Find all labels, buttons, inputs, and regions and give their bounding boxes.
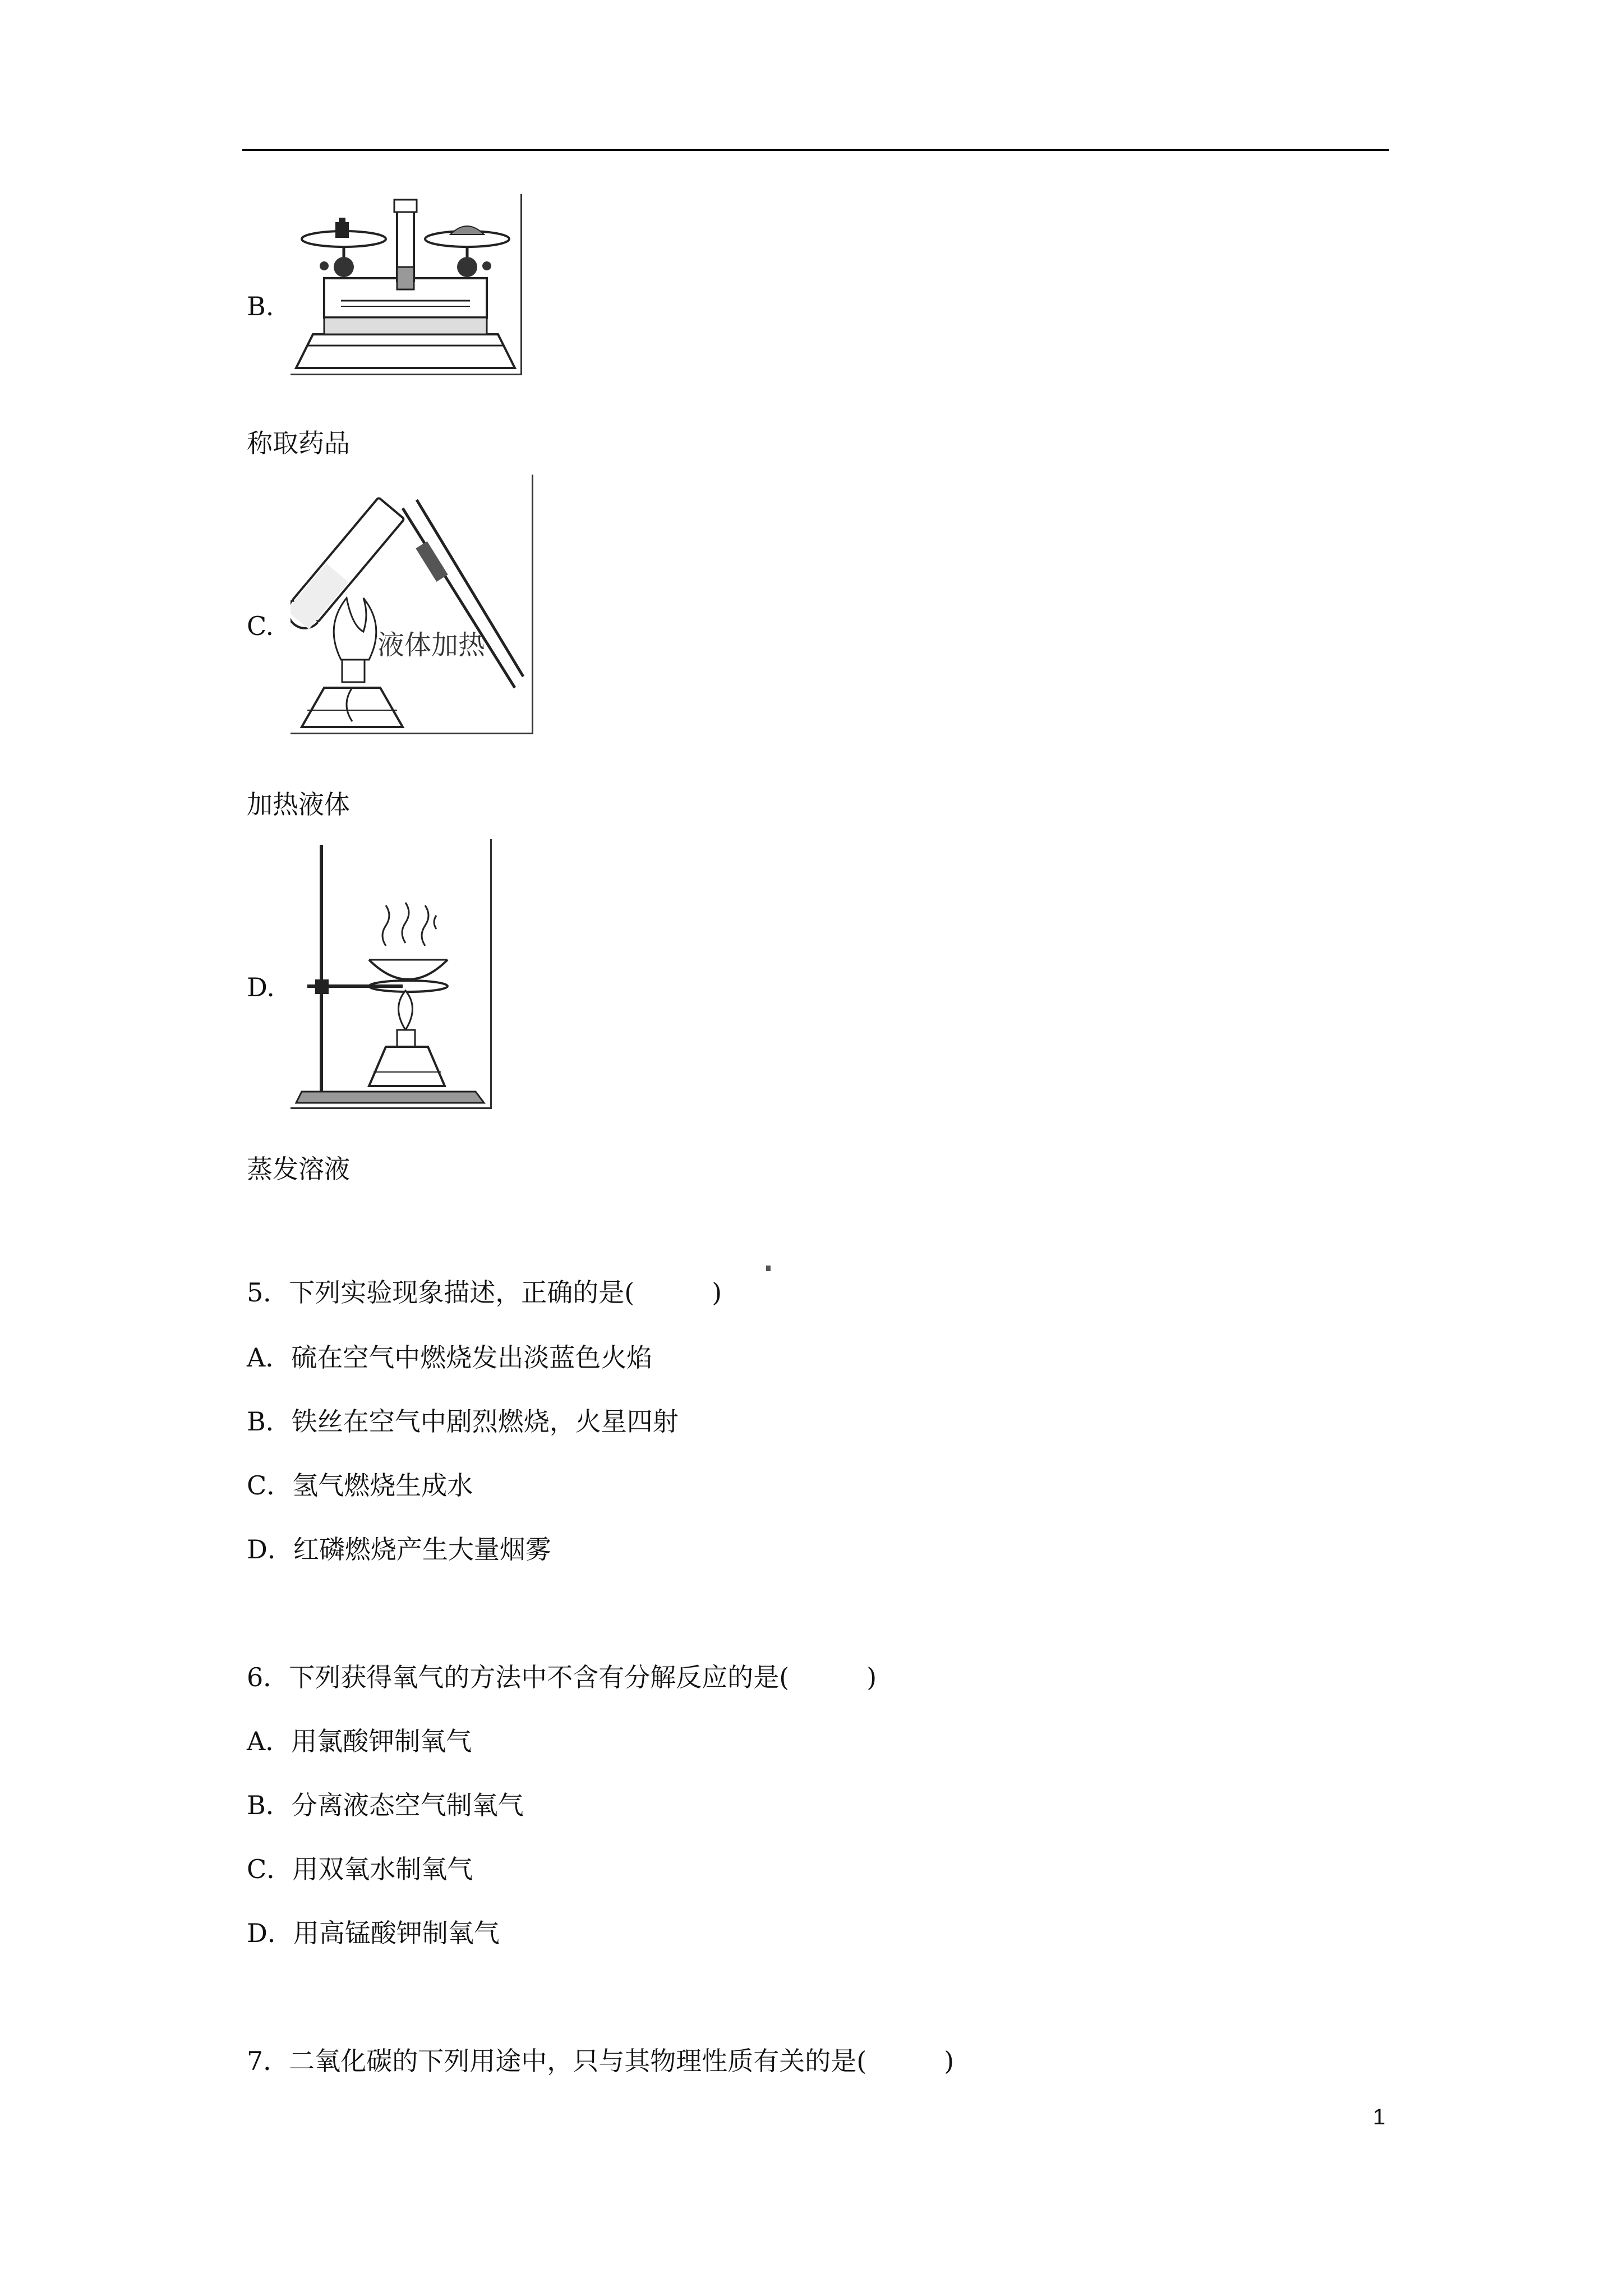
evaporation-illustration <box>291 839 490 1107</box>
option-b-letter: B. <box>247 291 274 321</box>
option-c-letter: C. <box>247 611 274 641</box>
q5-stem: 5．下列实验现象描述，正确的是( ) <box>247 1277 722 1308</box>
option-d-caption: 蒸发溶液 <box>247 1154 350 1184</box>
header-rule <box>242 149 1389 151</box>
evaporation-figure <box>291 839 492 1109</box>
q6-option-d: D．用高锰酸钾制氧气 <box>247 1918 500 1948</box>
option-b-caption: 称取药品 <box>247 428 350 458</box>
option-c-caption: 加热液体 <box>247 789 350 820</box>
q6-option-b: B．分离液态空气制氧气 <box>247 1790 524 1820</box>
figure-label: 液体加热 <box>377 629 486 661</box>
q6-stem: 6．下列获得氧气的方法中不含有分解反应的是( ) <box>247 1662 877 1692</box>
balance-figure <box>291 194 522 375</box>
option-d-letter: D. <box>247 972 275 1002</box>
q6-option-a: A．用氯酸钾制氧气 <box>247 1726 472 1756</box>
page-number: 1 <box>1373 2105 1386 2129</box>
q5-option-b: B．铁丝在空气中剧烈燃烧，火星四射 <box>247 1406 679 1437</box>
stray-mark <box>766 1266 771 1271</box>
q5-option-a: A．硫在空气中燃烧发出淡蓝色火焰 <box>247 1342 653 1373</box>
q5-option-c: C．氢气燃烧生成水 <box>247 1470 473 1501</box>
heating-liquid-illustration <box>291 475 532 733</box>
q6-option-c: C．用双氧水制氧气 <box>247 1854 473 1884</box>
heating-liquid-figure <box>291 475 533 734</box>
q5-option-d: D．红磷燃烧产生大量烟雾 <box>247 1534 551 1565</box>
balance-illustration <box>291 194 520 374</box>
q7-stem: 7．二氧化碳的下列用途中，只与其物理性质有关的是( ) <box>247 2046 955 2076</box>
